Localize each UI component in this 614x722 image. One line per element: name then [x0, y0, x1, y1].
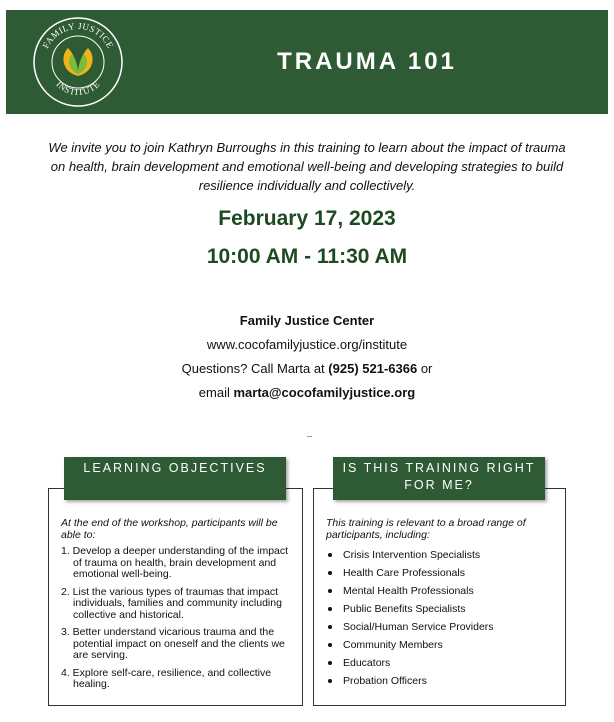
family-justice-institute-logo: [32, 16, 124, 108]
audience-item: Public Benefits Specialists: [326, 600, 553, 618]
phone-suffix: or: [417, 361, 433, 376]
audience-list: [326, 546, 553, 690]
audience-item: Crisis Intervention Specialists: [326, 546, 553, 564]
objective-item: 1. Develop a deeper understanding of the impact of trauma on health, brain development and emotional well-being.: [61, 545, 289, 580]
learning-objectives-label: LEARNING OBJECTIVES: [64, 457, 286, 500]
audience-item: Probation Officers: [326, 672, 553, 690]
logo-text-top: FAMILY JUSTICE: [40, 20, 116, 50]
phone-line: [0, 361, 614, 376]
phone-number[interactable]: (925) 521-6366: [328, 361, 418, 376]
audience-item: Educators: [326, 654, 553, 672]
venue-line: [0, 313, 614, 328]
phone-prefix: Questions? Call Marta at: [181, 361, 329, 376]
audience-label: IS THIS TRAINING RIGHT FOR ME?: [333, 457, 545, 500]
objective-item: 4. Explore self-care, resilience, and collective healing.: [61, 666, 272, 690]
objective-item: 3. Better understand vicarious trauma and the potential impact on oneself and the clients we are serving.: [61, 626, 285, 661]
event-time: 10:00 AM - 11:30 AM: [206, 245, 408, 268]
website-link[interactable]: www.cocofamilyjustice.org/institute: [206, 337, 408, 352]
logo-text-bottom: INSTITUTE: [54, 79, 102, 98]
audience-item: Community Members: [326, 636, 553, 654]
event-date: February 17, 2023: [218, 207, 396, 230]
email-line: [0, 385, 614, 400]
email-prefix: email: [198, 385, 234, 400]
audience-lead: This training is relevant to a broad range of participants, including:: [326, 517, 526, 541]
objectives-list: [61, 546, 290, 691]
audience-item: Social/Human Service Providers: [326, 618, 553, 636]
svg-text:INSTITUTE: [54, 79, 101, 97]
divider: [307, 436, 312, 437]
audience-item: Mental Health Professionals: [326, 582, 553, 600]
learning-objectives-box: [48, 488, 303, 706]
email-link[interactable]: marta@cocofamilyjustice.org: [233, 385, 416, 400]
header-banner: [6, 10, 608, 114]
audience-box: [313, 488, 566, 706]
objective-item: 2. List the various types of traumas that impact individuals, families and community including collective and historical.: [61, 585, 282, 621]
intro-text: We invite you to join Kathryn Burroughs in this training to learn about the impact of trauma on health, brain development and emotional well-being and developing strategies to build resilience individually and collectively.: [48, 140, 566, 193]
objectives-lead: At the end of the workshop, participants will be able to:: [61, 517, 278, 541]
svg-text:FAMILY JUSTICE: [40, 21, 115, 50]
audience-item: Health Care Professionals: [326, 564, 553, 582]
venue-name: Family Justice Center: [239, 313, 375, 328]
page-title: TRAUMA 101: [277, 48, 457, 75]
